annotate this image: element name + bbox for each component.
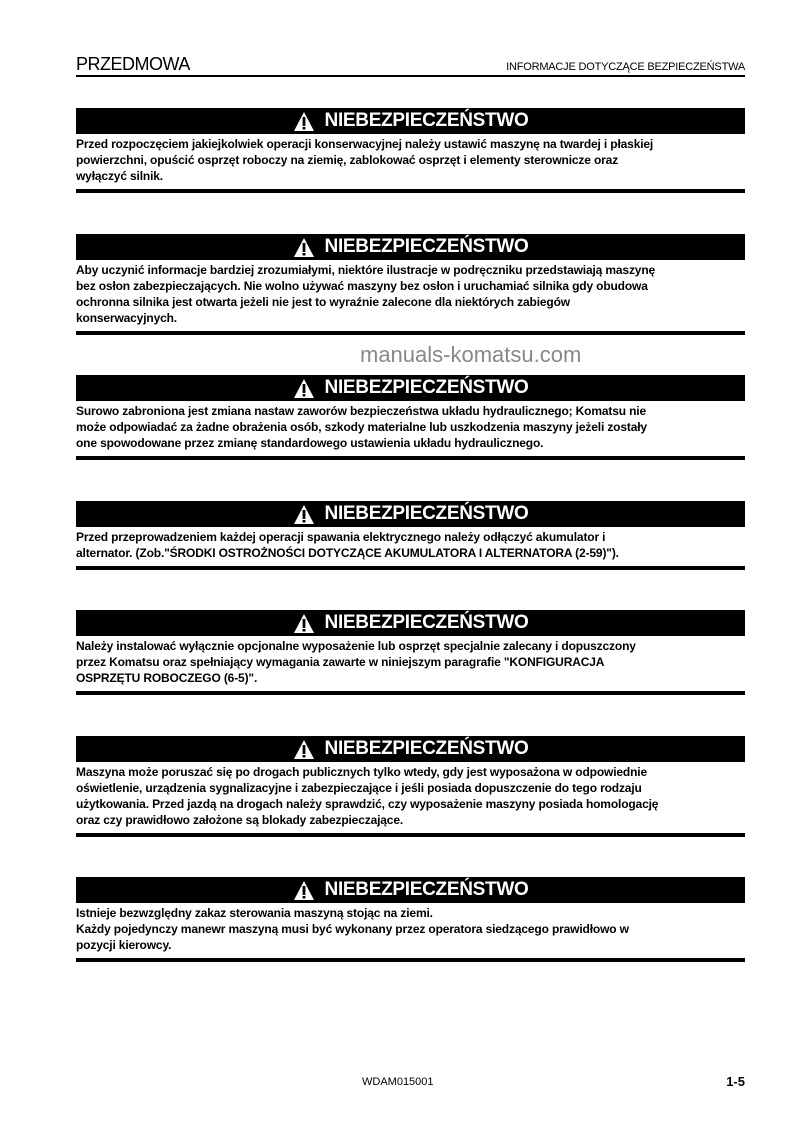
warning-text	[76, 636, 745, 686]
warning-text	[76, 527, 745, 561]
warning-header	[76, 234, 745, 260]
warning-text	[76, 401, 745, 451]
warning-title: NIEBEZPIECZEŃSTWO	[324, 377, 529, 398]
warning-text-line: OSPRZĘTU ROBOCZEGO (6-5)".	[76, 671, 258, 685]
warning-text-line: Każdy pojedynczy manewr maszyną musi być wykonany przez operatora siedzącego prawidłowo w	[76, 922, 629, 936]
warning-text-line: wyłączyć silnik.	[76, 169, 163, 183]
page-number: 1-5	[726, 1074, 745, 1089]
warning-bottom-rule	[76, 958, 745, 962]
warning-text	[76, 260, 745, 326]
warning-text-line: bez osłon zabezpieczających. Nie wolno używać maszyny bez osłon i uruchamiać silnika gdy obudowa	[76, 279, 648, 293]
warning-triangle-icon	[293, 739, 315, 760]
warning-bottom-rule	[76, 456, 745, 460]
warning-text-line: Należy instalować wyłącznie opcjonalne wyposażenie lub osprzęt specjalnie zalecany i dopuszczony	[76, 639, 636, 653]
danger-warning	[76, 877, 745, 962]
warning-text	[76, 762, 745, 828]
danger-warning	[76, 501, 745, 570]
warning-text-line: oraz czy prawidłowo założone są blokady zabezpieczające.	[76, 813, 404, 827]
warning-bottom-rule	[76, 331, 745, 335]
warning-text-line: alternator. (Zob."ŚRODKI OSTROŻNOŚCI DOTYCZĄCE AKUMULATORA I ALTERNATORA (2-59)").	[76, 546, 619, 560]
danger-warning	[76, 610, 745, 695]
warning-bottom-rule	[76, 189, 745, 193]
warning-text-line: przez Komatsu oraz spełniający wymagania zawarte w niniejszym paragrafie "KONFIGURACJA	[76, 655, 605, 669]
warning-text-line: Istnieje bezwzględny zakaz sterowania maszyną stojąc na ziemi.	[76, 906, 433, 920]
warning-text-line: Maszyna może poruszać się po drogach publicznych tylko wtedy, gdy jest wyposażona w odpowiednie	[76, 765, 647, 779]
danger-warning	[76, 234, 745, 335]
warning-title: NIEBEZPIECZEŃSTWO	[324, 879, 529, 900]
section-title: PRZEDMOWA	[76, 54, 190, 74]
warning-triangle-icon	[293, 504, 315, 525]
warning-triangle-icon	[293, 237, 315, 258]
warning-title: NIEBEZPIECZEŃSTWO	[324, 738, 529, 759]
warning-text-line: Aby uczynić informacje bardziej zrozumiałymi, niektóre ilustracje w podręczniku przedstawiają maszynę	[76, 263, 656, 277]
warning-title: NIEBEZPIECZEŃSTWO	[324, 612, 529, 633]
warning-header	[76, 501, 745, 527]
warning-text-line: może odpowiadać za żadne obrażenia osób, szkody materialne lub uszkodzenia maszyny jeżeli zostały	[76, 420, 647, 434]
warning-text-line: one spowodowane przez zmianę standardowego ustawienia układu hydraulicznego.	[76, 436, 544, 450]
warning-triangle-icon	[293, 111, 315, 132]
warning-title: NIEBEZPIECZEŃSTWO	[324, 503, 529, 524]
watermark: manuals-komatsu.com	[360, 342, 582, 367]
warning-header	[76, 736, 745, 762]
warning-bottom-rule	[76, 566, 745, 570]
danger-warning	[76, 736, 745, 837]
warning-bottom-rule	[76, 833, 745, 837]
warning-text-line: konserwacyjnych.	[76, 311, 177, 325]
header-divider	[76, 75, 745, 77]
warning-text-line: powierzchni, opuścić osprzęt roboczy na ziemię, zablokować osprzęt i elementy sterownicze oraz	[76, 153, 619, 167]
warning-text-line: oświetlenie, urządzenia sygnalizacyjne i zabezpieczające i jeśli posiada dopuszczenie do tego rodzaju	[76, 781, 642, 795]
section-subtitle: INFORMACJE DOTYCZĄCE BEZPIECZEŃSTWA	[506, 61, 745, 73]
warning-triangle-icon	[293, 613, 315, 634]
warning-text-line: pozycji kierowcy.	[76, 938, 172, 952]
danger-warning	[76, 375, 745, 460]
warning-title: NIEBEZPIECZEŃSTWO	[324, 236, 529, 257]
warning-text-line: Przed rozpoczęciem jakiejkolwiek operacji konserwacyjnej należy ustawić maszynę na twardej i płaskiej	[76, 137, 654, 151]
danger-warning	[76, 108, 745, 193]
warning-text-line: Przed przeprowadzeniem każdej operacji spawania elektrycznego należy odłączyć akumulator i	[76, 530, 606, 544]
warning-text-line: Surowo zabroniona jest zmiana nastaw zaworów bezpieczeństwa układu hydraulicznego; Komatsu nie	[76, 404, 647, 418]
warning-header	[76, 610, 745, 636]
warning-triangle-icon	[293, 880, 315, 901]
warning-header	[76, 877, 745, 903]
warning-header	[76, 375, 745, 401]
warning-text	[76, 134, 745, 184]
warning-title: NIEBEZPIECZEŃSTWO	[324, 110, 529, 131]
warning-bottom-rule	[76, 691, 745, 695]
warning-triangle-icon	[293, 378, 315, 399]
warning-header	[76, 108, 745, 134]
warning-text-line: ochronna silnika jest otwarta jeżeli nie jest to wyraźnie zalecone dla niektórych zabiegów	[76, 295, 570, 309]
warning-text	[76, 903, 745, 953]
document-code: WDAM015001	[362, 1076, 434, 1088]
warning-text-line: użytkowania. Przed jazdą na drogach należy sprawdzić, czy wyposażenie maszyny posiada homologację	[76, 797, 659, 811]
